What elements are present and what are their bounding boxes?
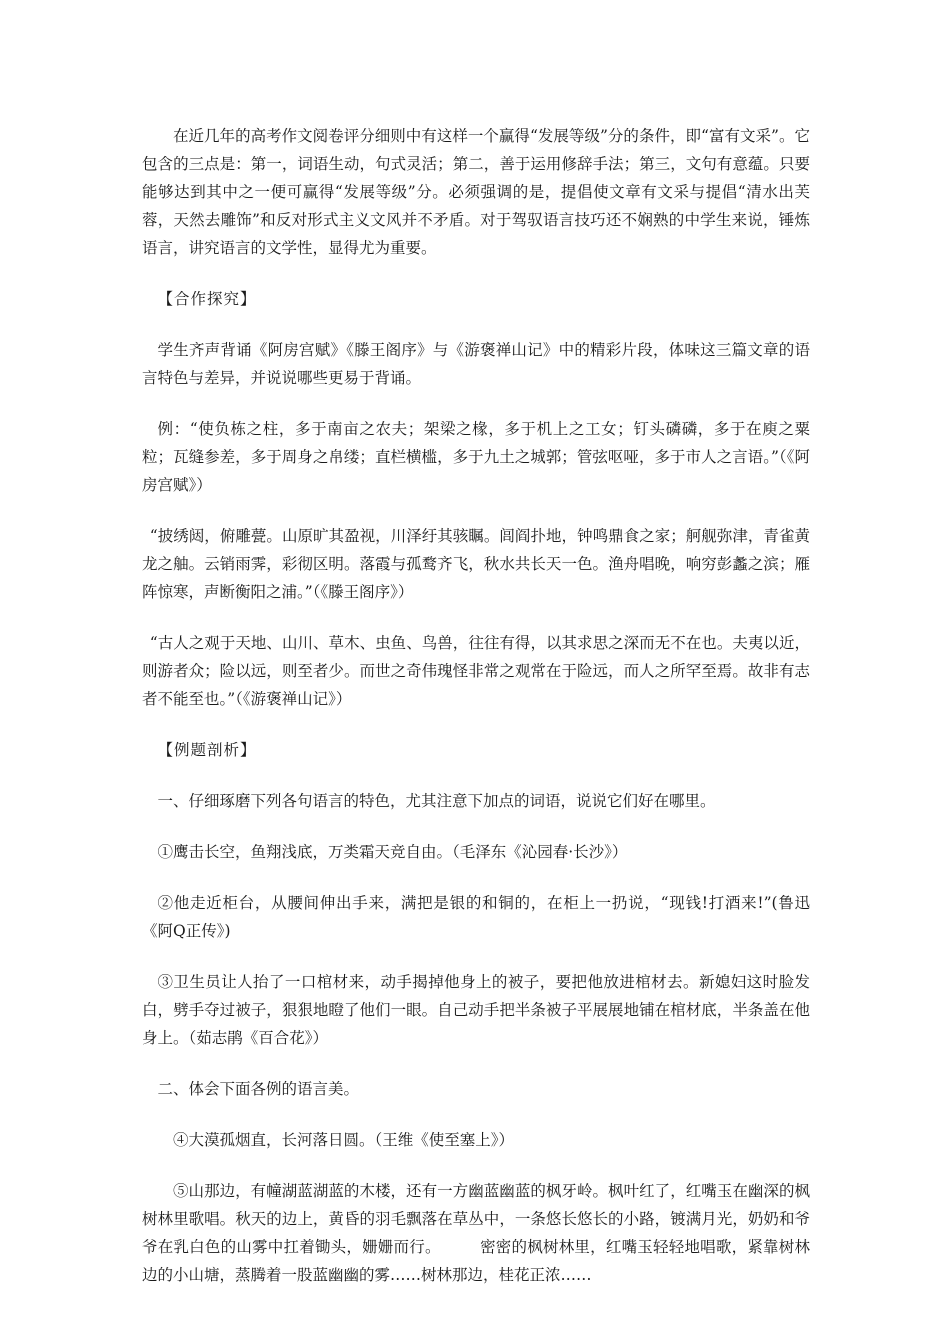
example-afang-palace: 例：“使负栋之柱，多于南亩之农夫；架梁之椽，多于机上之工女；钉头磷磷，多于在庾之粟粒；瓦缝参差，多于周身之帛缕；直栏横槛，多于九土之城郭；管弦呕哑，多于市人之言语。”（《阿房宫赋》） [142, 420, 810, 494]
cooperative-task-paragraph: 学生齐声背诵《阿房宫赋》《滕王阁序》与《游褒禅山记》中的精彩片段，体味这三篇文章的语言特色与差异，并说说哪些更易于背诵。 [142, 341, 810, 387]
example-item-2: ②他走近柜台，从腰间伸出手来，满把是银的和铜的，在柜上一扔说，“现钱!打酒来!”(鲁迅《阿Q正传》) [142, 894, 810, 940]
question-one: 一、仔细琢磨下列各句语言的特色，尤其注意下加点的词语，说说它们好在哪里。 [157, 792, 716, 810]
question-two: 二、体会下面各例的语言美。 [157, 1080, 360, 1098]
section-heading-example-analysis: 【例题剖析】 [157, 741, 257, 759]
example-item-1: ①鹰击长空，鱼翔浅底，万类霜天竞自由。（毛泽东《沁园春·长沙》） [157, 843, 628, 861]
example-youbaochan-mountain: “古人之观于天地、山川、草木、虫鱼、鸟兽，往往有得，以其求思之深而无不在也。夫夷以近，则游者众；险以远，则至者少。而世之奇伟瑰怪非常之观常在于险远，而人之所罕至焉。故非有志者不能至也。”（《游褒禅山记》） [142, 634, 810, 708]
intro-paragraph: 在近几年的高考作文阅卷评分细则中有这样一个赢得“发展等级”分的条件，即“富有文采”。它包含的三点是：第一，词语生动，句式灵活；第二，善于运用修辞手法；第三，文句有意蕴。只要能够达到其中之一便可赢得“发展等级”分。必须强调的是，提倡使文章有文采与提倡“清水出芙蓉，天然去雕饰”和反对形式主义文风并不矛盾。对于驾驭语言技巧还不娴熟的中学生来说，锤炼语言，讲究语言的文学性，显得尤为重要。 [142, 127, 810, 257]
example-tengwang-pavilion: “披绣闼，俯雕甍。山原旷其盈视，川泽纡其骇瞩。闾阎扑地，钟鸣鼎食之家；舸舰弥津，青雀黄龙之舳。云销雨霁，彩彻区明。落霞与孤鹜齐飞，秋水共长天一色。渔舟唱晚，响穷彭蠡之滨；雁阵惊寒，声断衡阳之浦。”（《滕王阁序》） [142, 527, 810, 601]
example-item-3: ③卫生员让人抬了一口棺材来，动手揭掉他身上的被子，要把他放进棺材去。新媳妇这时脸发白，劈手夺过被子，狠狠地瞪了他们一眼。自己动手把半条被子平展展地铺在棺材底，半条盖在他身上。（茹志鹃《百合花》） [142, 973, 810, 1047]
document-body [142, 122, 810, 1312]
example-item-4: ④大漠孤烟直，长河落日圆。（王维《使至塞上》） [173, 1131, 515, 1149]
example-item-5: ⑤山那边，有幢湖蓝湖蓝的木楼，还有一方幽蓝幽蓝的枫牙岭。枫叶红了，红嘴玉在幽深的枫树林里歌唱。秋天的边上，黄昏的羽毛飘落在草丛中，一条悠长悠长的小路，镀满月光，奶奶和爷爷在乳白色的山雾中扛着锄头，姗姗而行。 密密的枫树林里，红嘴玉轻轻地唱歌，紧靠树林边的小山塘，蒸腾着一股蓝幽幽的雾……树林那边，桂花正浓…… [142, 1182, 810, 1284]
section-heading-cooperative-inquiry: 【合作探究】 [157, 290, 257, 308]
